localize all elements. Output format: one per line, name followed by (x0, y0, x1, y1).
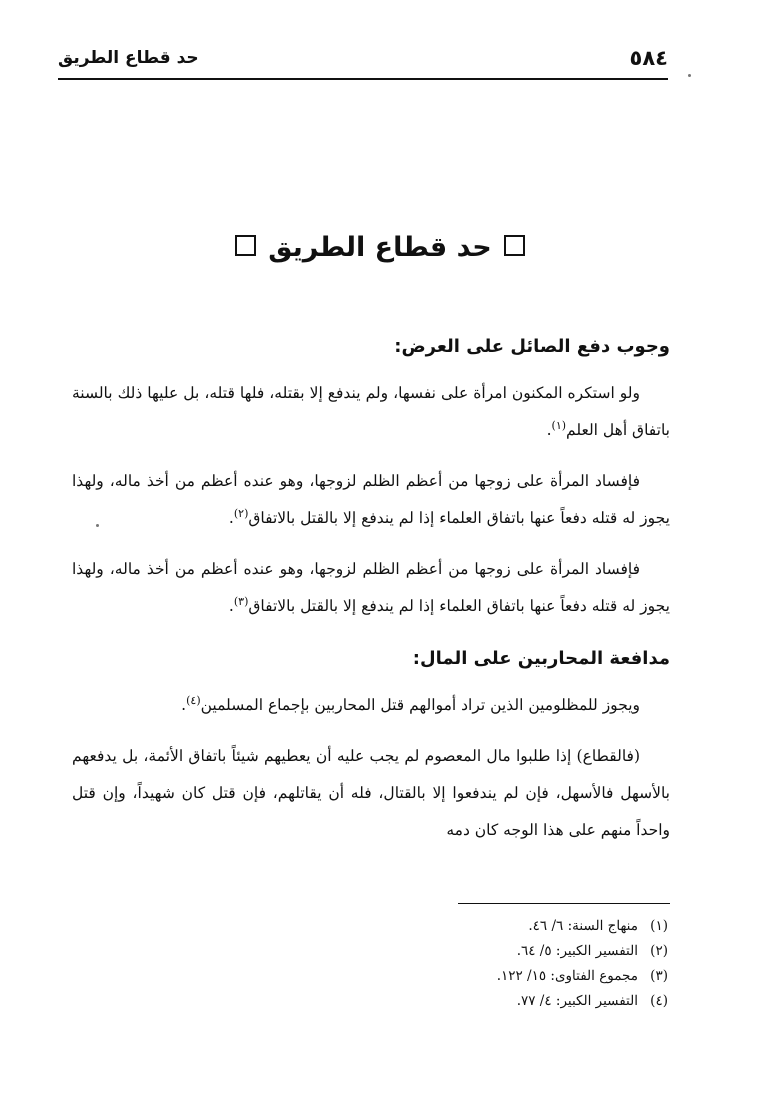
footnote (108, 939, 668, 964)
footnote-reference: (٤) (186, 693, 201, 707)
paragraph-end: . (181, 696, 187, 714)
footnote-reference: (١) (551, 418, 567, 432)
footnote-number: (٢) (650, 943, 668, 959)
running-title: حد قطاع الطريق (58, 48, 199, 68)
main-text (72, 327, 670, 863)
paragraph-text: (فالقطاع) إذا طلبوا مال المعصوم لم يجب عليه أن يعطيهم شيئاً باتفاق الأئمة، بل يدفعهم بالأسهل فالأسهل، فإن لم يندفعوا إلا بالقتال، فله أن يقاتلهم، فإن قتل كان شهيداً، وإن قتل واحداً منهم على هذا الوجه كان دمه (72, 747, 670, 839)
paragraph (72, 687, 670, 724)
running-header (58, 44, 668, 80)
paragraph-end: . (546, 421, 552, 439)
paragraph-end: . (228, 509, 234, 527)
paragraph (72, 463, 670, 537)
paragraph-text: ولو استكره المكنون امرأة على نفسها، ولم يندفع إلا بقتله، فلها قتله، بل عليها ذلك بالسنة باتفاق أهل العلم (72, 384, 670, 439)
paragraph-text: فإفساد المرأة على زوجها من أعظم الظلم لزوجها، وهو عنده أعظم من أخذ ماله، ولهذا يجوز له قتله دفعاً عنها باتفاق العلماء إذا لم يندفع إلا بالقتل بالاتفاق (72, 472, 670, 527)
footnote-text: مجموع الفتاوى: ١٥/ ١٢٢. (496, 968, 638, 984)
footnote-text: التفسير الكبير: ٤/ ٧٧. (516, 993, 638, 1009)
chapter-title (0, 232, 760, 263)
footnote-reference: (٣) (233, 594, 249, 608)
paragraph-text: ويجوز للمظلومين الذين تراد أموالهم قتل المحاربين بإجماع المسلمين (200, 696, 640, 714)
paragraph (72, 738, 670, 849)
footnote-reference: (٢) (233, 506, 249, 520)
footnote (108, 989, 668, 1014)
paragraph-end: . (228, 597, 234, 615)
square-ornament-icon (504, 235, 525, 256)
square-ornament-icon (235, 235, 256, 256)
chapter-title-text: حد قطاع الطريق (268, 232, 492, 263)
paragraph-text: فإفساد المرأة على زوجها من أعظم الظلم لزوجها، وهو عنده أعظم من أخذ ماله، ولهذا يجوز له قتله دفعاً عنها باتفاق العلماء إذا لم يندفع إلا بالقتل بالاتفاق (72, 560, 670, 615)
page-number: ٥٨٤ (629, 46, 668, 70)
section-heading: مدافعة المحاربين على المال: (412, 648, 670, 669)
footnote-text: منهاج السنة: ٦/ ٤٦. (528, 918, 638, 934)
footnote (108, 914, 668, 939)
footnote-text: التفسير الكبير: ٥/ ٦٤. (516, 943, 638, 959)
scan-speck (688, 74, 691, 77)
footnote (108, 964, 668, 989)
section-heading: وجوب دفع الصائل على العرض: (394, 336, 670, 357)
paragraph (72, 375, 670, 449)
footnote-number: (٤) (650, 993, 668, 1009)
footnote-number: (٣) (650, 968, 668, 984)
footnotes (108, 914, 668, 1014)
paragraph (72, 551, 670, 625)
footnote-number: (١) (650, 918, 668, 934)
footnote-divider (458, 903, 670, 904)
